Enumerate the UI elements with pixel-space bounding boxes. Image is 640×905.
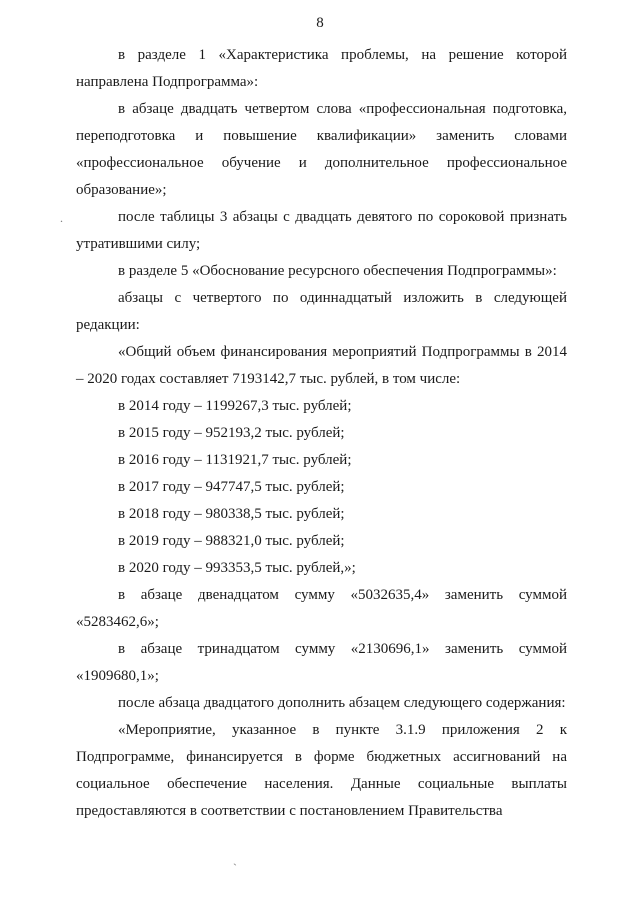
paragraph-restate-intro: абзацы с четвертого по одиннадцатый изложить в следующей редакции: <box>76 290 567 333</box>
funding-line-2015: в 2015 году – 952193,2 тыс. рублей; <box>118 425 345 441</box>
funding-line-2018: в 2018 году – 980338,5 тыс. рублей; <box>118 506 345 522</box>
paragraph-amend-thirteenth: в абзаце тринадцатом сумму «2130696,1» заменить суммой «1909680,1»; <box>76 641 567 684</box>
scan-speck: . <box>60 211 63 225</box>
paragraph-section-1-heading: в разделе 1 «Характеристика проблемы, на решение которой направлена Подпрограмма»: <box>76 47 567 90</box>
funding-line-2017: в 2017 году – 947747,5 тыс. рублей; <box>118 479 345 495</box>
funding-line-2019: в 2019 году – 988321,0 тыс. рублей; <box>118 533 345 549</box>
paragraph-total-funding: «Общий объем финансирования мероприятий Подпрограммы в 2014 – 2020 годах составляет 7193142,7 тыс. рублей, в том числе: <box>76 344 567 387</box>
scan-speck: ˋ <box>233 861 237 875</box>
funding-line-2016: в 2016 году – 1131921,7 тыс. рублей; <box>118 452 352 468</box>
funding-line-2020: в 2020 году – 993353,5 тыс. рублей,»; <box>118 560 356 576</box>
funding-line-2014: в 2014 году – 1199267,3 тыс. рублей; <box>118 398 352 414</box>
paragraph-add-after-twentieth: после абзаца двадцатого дополнить абзацем следующего содержания: <box>118 695 566 711</box>
paragraph-replace-training-words: в абзаце двадцать четвертом слова «профессиональная подготовка, переподготовка и повышение квалификации» заменить словами «профессиональное обучение и дополнительное профессиональное образование»; <box>76 101 567 198</box>
page-number: 8 <box>316 15 324 31</box>
paragraph-amend-twelfth: в абзаце двенадцатом сумму «5032635,4» заменить суммой «5283462,6»; <box>76 587 567 630</box>
paragraph-repeal-after-table-3: после таблицы 3 абзацы с двадцать девятого по сороковой признать утратившими силу; <box>76 209 567 252</box>
paragraph-new-measure-text: «Мероприятие, указанное в пункте 3.1.9 приложения 2 к Подпрограмме, финансируется в форме бюджетных ассигнований на социальное обеспечение населения. Данные социальные выплаты предоставляются в соответствии с постановлением Правительства <box>76 722 567 819</box>
paragraph-section-5-heading: в разделе 5 «Обоснование ресурсного обеспечения Подпрограммы»: <box>118 263 557 279</box>
document-body <box>76 42 567 825</box>
